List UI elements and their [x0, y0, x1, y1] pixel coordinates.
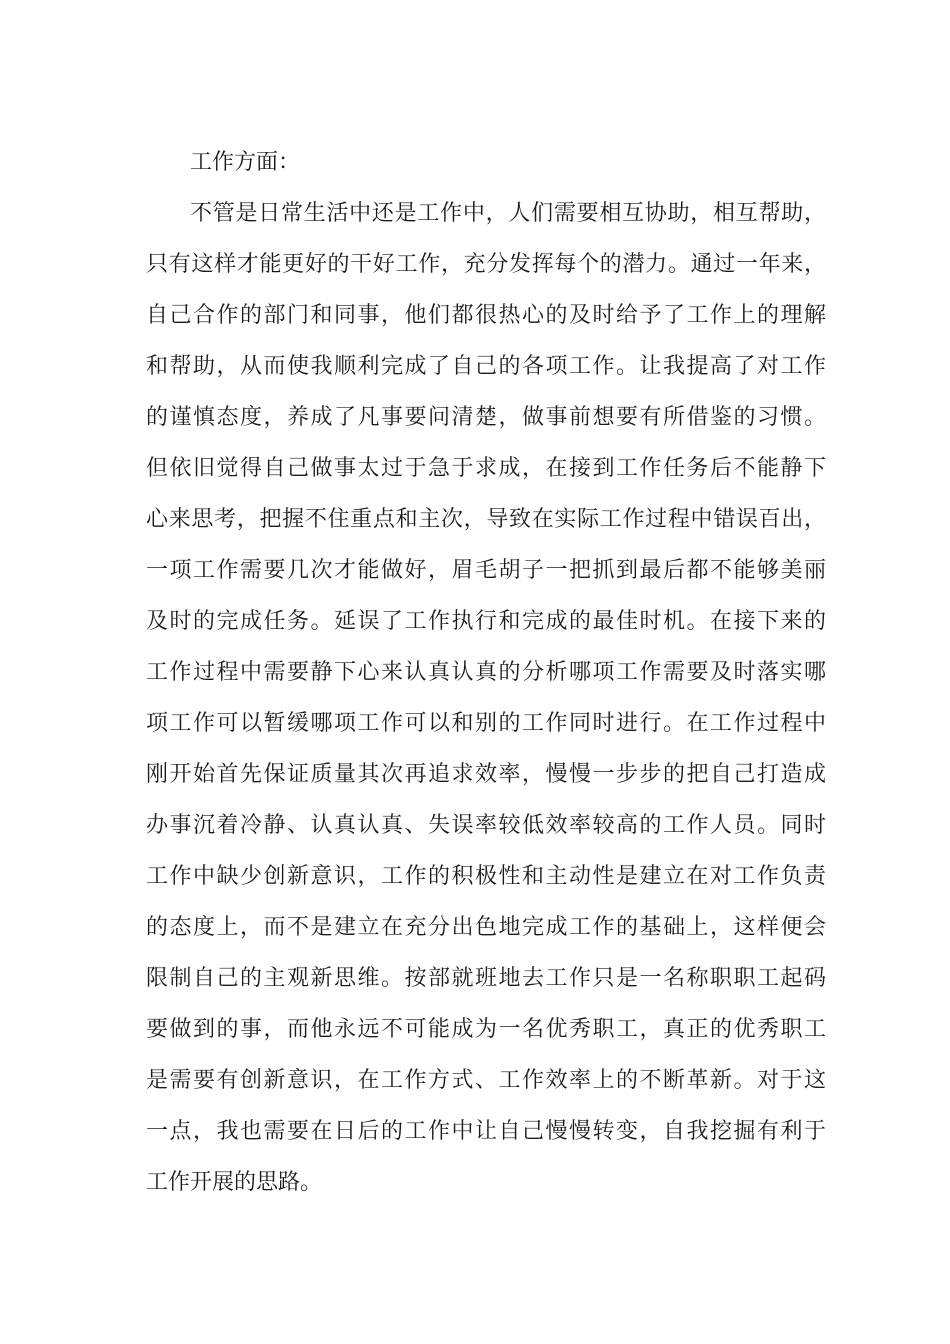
- paragraph-line-16: 限制自己的主观新思维。按部就班地去工作只是一名称职职工起码: [146, 966, 826, 991]
- paragraph-line-10: 工作过程中需要静下心来认真认真的分析哪项工作需要及时落实哪: [146, 660, 826, 685]
- paragraph-line-15: 的态度上，而不是建立在充分出色地完成工作的基础上，这样便会: [146, 915, 826, 940]
- paragraph-line-1: 不管是日常生活中还是工作中，人们需要相互协助，相互帮助，: [190, 201, 826, 226]
- paragraph-line-9: 及时的完成任务。延误了工作执行和完成的最佳时机。在接下来的: [146, 609, 826, 634]
- paragraph-line-19: 一点，我也需要在日后的工作中让自己慢慢转变，自我挖掘有利于: [146, 1119, 826, 1144]
- paragraph-line-17: 要做到的事，而他永远不可能成为一名优秀职工，真正的优秀职工: [146, 1017, 826, 1042]
- paragraph-line-3: 自己合作的部门和同事，他们都很热心的及时给予了工作上的理解: [146, 303, 826, 328]
- paragraph-line-20: 工作开展的思路。: [146, 1170, 323, 1195]
- paragraph-line-18: 是需要有创新意识，在工作方式、工作效率上的不断革新。对于这: [146, 1068, 826, 1093]
- paragraph-line-6: 但依旧觉得自己做事太过于急于求成，在接到工作任务后不能静下: [146, 456, 826, 481]
- paragraph-line-4: 和帮助，从而使我顺利完成了自己的各项工作。让我提高了对工作: [146, 354, 826, 379]
- paragraph-line-14: 工作中缺少创新意识，工作的积极性和主动性是建立在对工作负责: [146, 864, 826, 889]
- section-heading: 工作方面：: [190, 150, 301, 175]
- paragraph-line-12: 刚开始首先保证质量其次再追求效率，慢慢一步步的把自己打造成: [146, 762, 826, 787]
- paragraph-line-5: 的谨慎态度，养成了凡事要问清楚，做事前想要有所借鉴的习惯。: [146, 405, 826, 430]
- document-body: [146, 137, 826, 1208]
- paragraph-line-7: 心来思考，把握不住重点和主次，导致在实际工作过程中错误百出，: [146, 507, 826, 532]
- paragraph-line-11: 项工作可以暂缓哪项工作可以和别的工作同时进行。在工作过程中: [146, 711, 826, 736]
- paragraph-line-13: 办事沉着冷静、认真认真、失误率较低效率较高的工作人员。同时: [146, 813, 826, 838]
- paragraph-line-8: 一项工作需要几次才能做好，眉毛胡子一把抓到最后都不能够美丽: [146, 558, 826, 583]
- paragraph-line-2: 只有这样才能更好的干好工作，充分发挥每个的潜力。通过一年来，: [146, 252, 826, 277]
